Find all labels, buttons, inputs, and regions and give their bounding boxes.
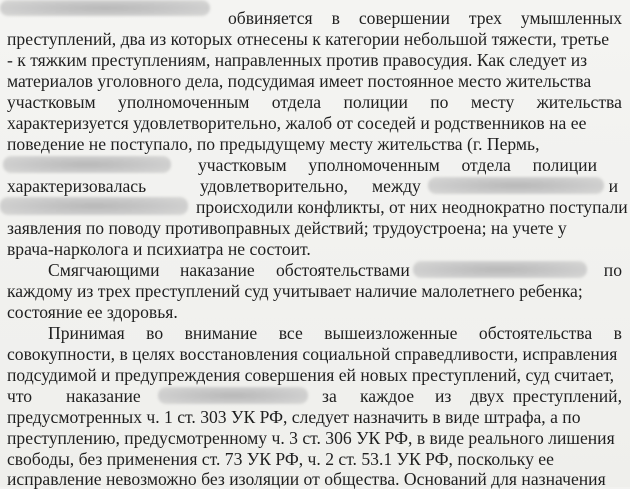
line-text: - к тяжким преступлениям, направленных против правосудия. Как следует из xyxy=(7,50,588,70)
redaction xyxy=(158,387,308,404)
text-line xyxy=(0,113,630,133)
word: наказание xyxy=(66,386,141,406)
word: участковым xyxy=(7,92,96,112)
word: Смягчающими xyxy=(48,260,160,280)
text-line xyxy=(0,71,630,91)
line-text: каждому из трех преступлений суд учитывает наличие малолетнего ребенка; xyxy=(7,281,583,301)
text-line xyxy=(0,365,630,385)
word: все xyxy=(278,323,303,343)
redaction xyxy=(413,261,587,278)
text-line xyxy=(0,323,630,343)
text-line xyxy=(0,176,630,196)
word: удовлетворительно, xyxy=(200,176,348,196)
text-line xyxy=(0,239,630,259)
word: трех xyxy=(468,8,502,28)
line-text: совокупности, в целях восстановления социальной справедливости, исправления xyxy=(7,344,618,364)
redaction xyxy=(0,0,210,16)
line-text: состояние ее здоровья. xyxy=(7,302,178,322)
line-text: заявления по поводу противоправных действий; трудоустроена; на учете у xyxy=(7,218,567,238)
word: характеризовалась xyxy=(7,176,147,196)
word: и xyxy=(608,176,618,196)
word: совершении xyxy=(358,8,450,28)
line-text: материалов уголовного дела, подсудимая имеет постоянное место жительства xyxy=(7,71,592,91)
word: наказание xyxy=(180,260,255,280)
text-line xyxy=(0,469,630,489)
word: в xyxy=(331,8,340,28)
word: жительства xyxy=(536,92,622,112)
word: внимание xyxy=(184,323,258,343)
text-line xyxy=(0,155,630,175)
text-line xyxy=(0,428,630,448)
text-line xyxy=(0,218,630,238)
word: за xyxy=(322,386,337,406)
text-line xyxy=(0,344,630,364)
line-text: предусмотренных ч. 1 ст. 303 УК РФ, следует назначить в виде штрафа, а по xyxy=(7,407,581,427)
word: полиции xyxy=(343,92,408,112)
line-text: характеризуется удовлетворительно, жалоб от соседей и родственников на ее xyxy=(7,113,587,133)
line-text: подсудимой и предупреждения совершения ей новых преступлений, суд считает, xyxy=(7,365,615,385)
word: полиции xyxy=(532,155,597,175)
line-text: происходили конфликты, от них неоднократно поступали xyxy=(196,197,628,217)
text-line xyxy=(0,29,630,49)
line-text: свободы, без применения ст. 73 УК РФ, ч. 2 ст. 53.1 УК РФ, поскольку ее xyxy=(7,449,554,469)
text-line xyxy=(0,50,630,70)
word: в xyxy=(613,323,622,343)
redaction xyxy=(0,197,188,215)
word: каждое xyxy=(360,386,415,406)
text-line xyxy=(0,197,630,217)
text-line xyxy=(0,302,630,322)
line-text: исправление невозможно без изоляции от общества. Оснований для назначения xyxy=(7,469,606,489)
word: обвиняется xyxy=(228,8,313,28)
text-line xyxy=(0,8,630,28)
word: уполномоченным xyxy=(118,92,250,112)
word: отдела xyxy=(271,92,322,112)
redaction xyxy=(428,177,604,194)
text-line xyxy=(0,260,630,280)
text-line xyxy=(0,92,630,112)
word: по xyxy=(430,92,449,112)
text-line xyxy=(0,449,630,469)
word: обстоятельства xyxy=(478,323,593,343)
word: вышеизложенные xyxy=(324,323,458,343)
text-line xyxy=(0,407,630,427)
word: участковым xyxy=(198,155,287,175)
word: обстоятельствами xyxy=(276,260,410,280)
word: по xyxy=(603,260,622,280)
word: уполномоченным xyxy=(308,155,440,175)
text-line xyxy=(0,134,630,154)
line-text: врача-нарколога и психиатра не состоит. xyxy=(7,239,311,259)
line-text: поведение не поступало, по предыдущему месту жительства (г. Пермь, xyxy=(7,134,540,154)
line-text: преступлению, предусмотренному ч. 3 ст. 306 УК РФ, в виде реального лишения xyxy=(7,428,615,448)
word: умышленных xyxy=(520,8,622,28)
word: Принимая xyxy=(48,323,125,343)
text-line xyxy=(0,281,630,301)
word: преступлений, xyxy=(512,386,622,406)
word: отдела xyxy=(461,155,511,175)
word: месту xyxy=(470,92,515,112)
text-line xyxy=(0,386,630,406)
line-text: преступлений, два из которых отнесены к категории небольшой тяжести, третье xyxy=(7,29,610,49)
word: между xyxy=(372,176,421,196)
word: из xyxy=(435,386,452,406)
word: что xyxy=(7,386,33,406)
redaction xyxy=(3,156,171,173)
word: во xyxy=(146,323,164,343)
word: двух xyxy=(470,386,505,406)
